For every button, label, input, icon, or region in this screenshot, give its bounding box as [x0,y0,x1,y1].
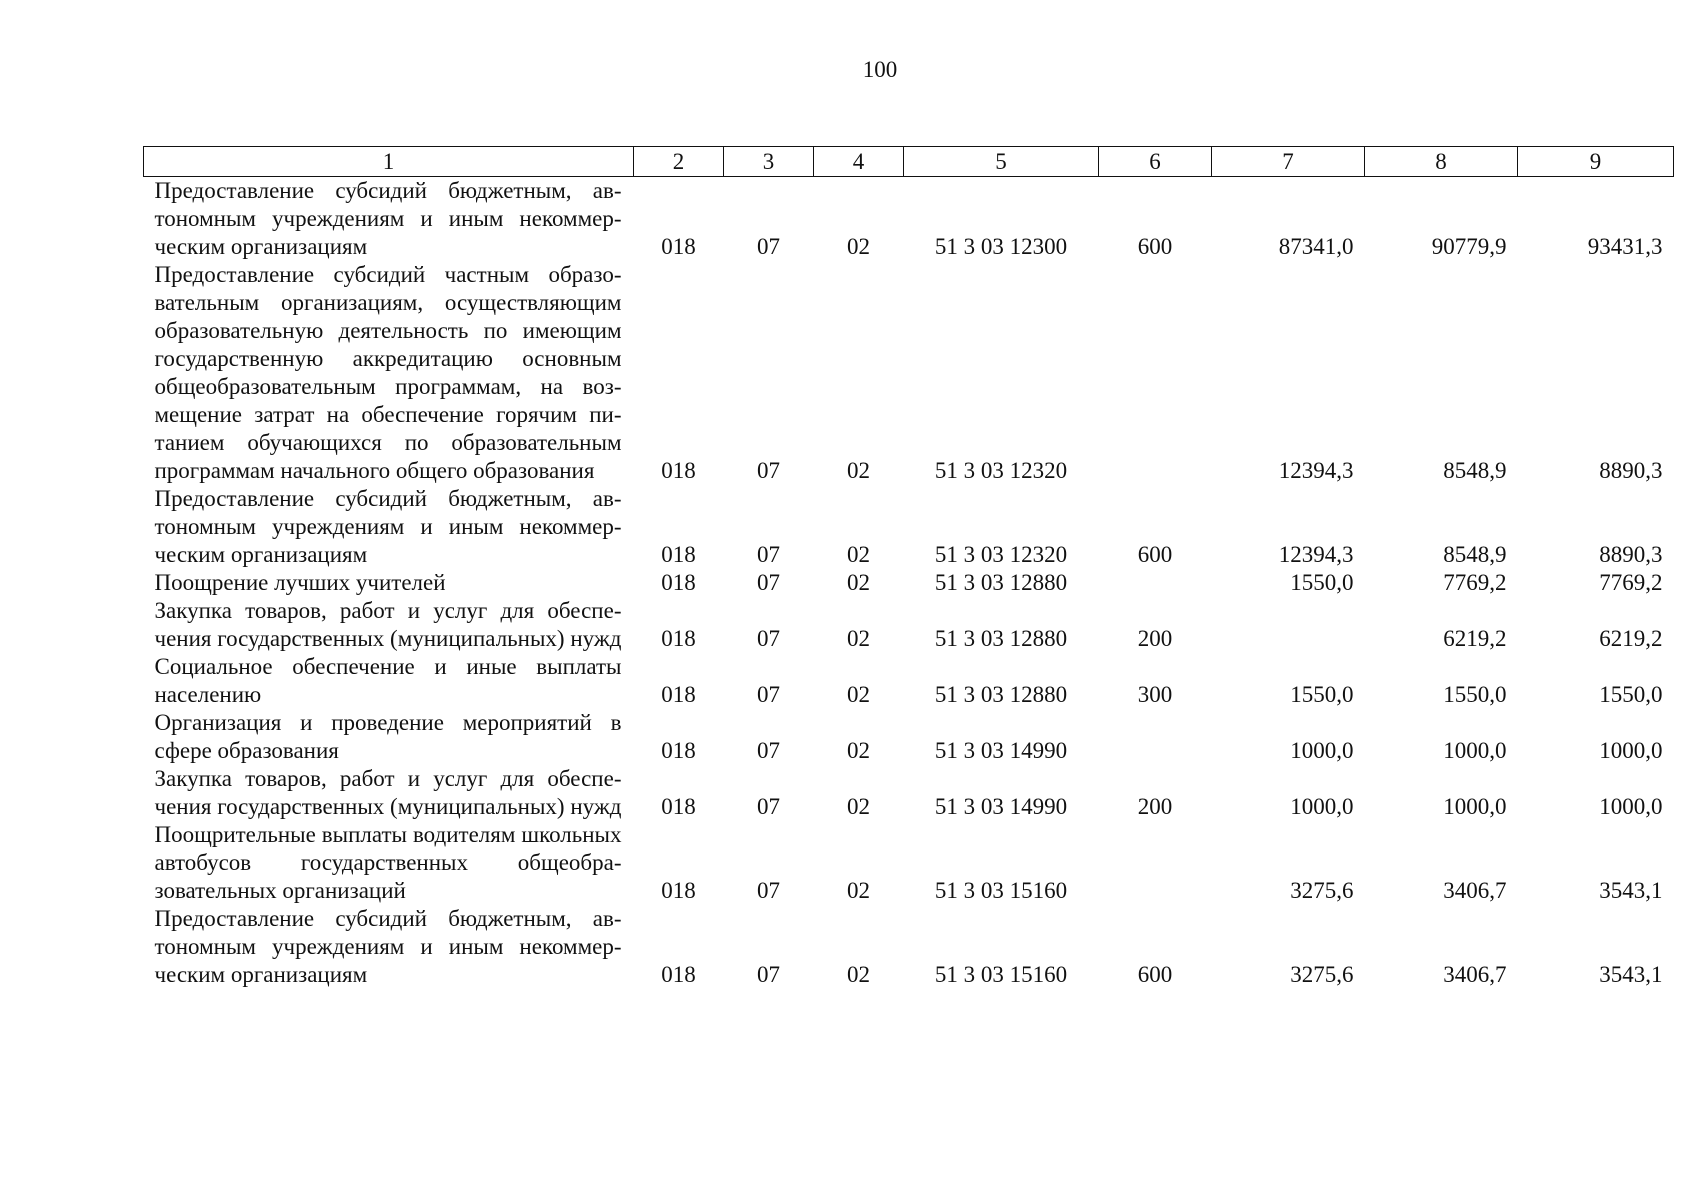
target-article-cell: 51 3 03 12880 [934,626,1068,651]
section-cell: 07 [757,962,780,987]
table-row [144,765,1674,821]
expense-type-cell: 300 [1137,682,1173,707]
table-row [144,653,1674,709]
row-name-cell: Закупка товаров, работ и услуг для обеспечения государственных (муниципальных) нужд [154,766,622,819]
table-header [144,147,1674,177]
grbs-cell: 018 [661,878,696,903]
header-row [144,147,1674,177]
amount-year1-cell: 12394,3 [1278,542,1354,567]
row-name-cell: Социальное обеспечение и иные выплаты населению [154,654,622,707]
table-row [144,905,1674,989]
column-header: 3 [724,147,814,177]
grbs-cell: 018 [661,682,696,707]
section-cell: 07 [757,682,780,707]
target-article-cell: 51 3 03 12300 [934,234,1068,259]
amount-year1-cell: 1550,0 [1290,570,1354,595]
row-name-cell: Предоставление субсидий бюджетным, автономным учреждениям и иным некоммерческим организациям [154,906,622,987]
row-name-cell: Поощрение лучших учителей [154,570,446,595]
column-header: 2 [634,147,724,177]
table-row [144,821,1674,905]
subsection-cell: 02 [847,626,870,651]
section-cell: 07 [757,794,780,819]
table-row [144,261,1674,485]
amount-year1-cell: 1550,0 [1290,682,1354,707]
expense-type-cell: 200 [1137,626,1173,651]
subsection-cell: 02 [847,962,870,987]
row-name-cell: Организация и проведение мероприятий в сфере образования [154,710,622,763]
subsection-cell: 02 [847,570,870,595]
subsection-cell: 02 [847,542,870,567]
amount-year1-cell: 3275,6 [1290,962,1354,987]
amount-year3-cell: 3543,1 [1599,962,1663,987]
amount-year3-cell: 93431,3 [1587,234,1663,259]
table-row [144,709,1674,765]
page-number: 100 [862,57,898,82]
section-cell: 07 [757,542,780,567]
amount-year3-cell: 8890,3 [1599,458,1663,483]
table-row [144,597,1674,653]
grbs-cell: 018 [661,234,696,259]
amount-year2-cell: 7769,2 [1443,570,1507,595]
amount-year2-cell: 6219,2 [1443,626,1507,651]
target-article-cell: 51 3 03 12880 [934,570,1068,595]
row-name-cell: Закупка товаров, работ и услуг для обеспечения государственных (муниципальных) нужд [154,598,622,651]
subsection-cell: 02 [847,458,870,483]
expense-type-cell: 200 [1137,794,1173,819]
table-row [144,569,1674,597]
row-name-cell: Предоставление субсидий бюджетным, автономным учреждениям и иным некоммерческим организациям [154,178,622,259]
target-article-cell: 51 3 03 15160 [934,878,1068,903]
expense-type-cell [1099,261,1212,485]
section-cell: 07 [757,234,780,259]
subsection-cell: 02 [847,738,870,763]
expense-type-cell: 600 [1137,542,1173,567]
row-name-cell: Предоставление субсидий бюджетным, автономным учреждениям и иным некоммерческим организациям [154,486,622,567]
subsection-cell: 02 [847,794,870,819]
row-name-cell: Поощрительные выплаты водителям школьных автобусов государственных общеобразовательных организаций [154,822,622,903]
amount-year3-cell: 1550,0 [1599,682,1663,707]
target-article-cell: 51 3 03 12320 [934,542,1068,567]
amount-year2-cell: 3406,7 [1443,962,1507,987]
table-row [144,177,1674,262]
column-header: 6 [1099,147,1212,177]
column-header: 4 [814,147,904,177]
amount-year1-cell: 1000,0 [1290,794,1354,819]
amount-year2-cell: 1000,0 [1443,794,1507,819]
amount-year1-cell: 3275,6 [1290,878,1354,903]
grbs-cell: 018 [661,458,696,483]
grbs-cell: 018 [661,962,696,987]
budget-table [143,146,1674,989]
target-article-cell: 51 3 03 12320 [934,458,1068,483]
grbs-cell: 018 [661,738,696,763]
expense-type-cell: 600 [1137,962,1173,987]
amount-year1-cell: 12394,3 [1278,458,1354,483]
amount-year3-cell: 1000,0 [1599,794,1663,819]
section-cell: 07 [757,878,780,903]
amount-year2-cell: 1000,0 [1443,738,1507,763]
target-article-cell: 51 3 03 14990 [934,738,1068,763]
column-header: 5 [904,147,1099,177]
amount-year3-cell: 3543,1 [1599,878,1663,903]
amount-year1-cell: 87341,0 [1278,234,1354,259]
subsection-cell: 02 [847,234,870,259]
grbs-cell: 018 [661,570,696,595]
section-cell: 07 [757,458,780,483]
expense-type-cell: 600 [1137,234,1173,259]
grbs-cell: 018 [661,626,696,651]
amount-year2-cell: 3406,7 [1443,878,1507,903]
subsection-cell: 02 [847,682,870,707]
amount-year2-cell: 8548,9 [1443,542,1507,567]
amount-year2-cell: 8548,9 [1443,458,1507,483]
amount-year3-cell: 6219,2 [1599,626,1663,651]
section-cell: 07 [757,738,780,763]
column-header: 1 [144,147,634,177]
row-name-cell: Предоставление субсидий частным образовательным организациям, осуществляющим образовательную деятельность по имеющим государственную аккредитацию основным общеобразовательным программам, на возмещение затрат на обеспечение горячим питанием обучающихся по образовательным программам начального общего образования [154,262,622,483]
column-header: 8 [1365,147,1518,177]
section-cell: 07 [757,570,780,595]
amount-year2-cell: 90779,9 [1431,234,1507,259]
section-cell: 07 [757,626,780,651]
column-header: 9 [1518,147,1674,177]
amount-year3-cell: 1000,0 [1599,738,1663,763]
expense-type-cell [1099,821,1212,905]
grbs-cell: 018 [661,542,696,567]
table-row [144,485,1674,569]
subsection-cell: 02 [847,878,870,903]
amount-year3-cell: 8890,3 [1599,542,1663,567]
expense-type-cell [1099,709,1212,765]
grbs-cell: 018 [661,794,696,819]
amount-year2-cell: 1550,0 [1443,682,1507,707]
target-article-cell: 51 3 03 12880 [934,682,1068,707]
target-article-cell: 51 3 03 15160 [934,962,1068,987]
amount-year1-cell: 1000,0 [1290,738,1354,763]
column-header: 7 [1212,147,1365,177]
expense-type-cell [1099,569,1212,597]
amount-year1-cell [1212,597,1365,653]
target-article-cell: 51 3 03 14990 [934,794,1068,819]
amount-year3-cell: 7769,2 [1599,570,1663,595]
table-body [144,177,1674,990]
